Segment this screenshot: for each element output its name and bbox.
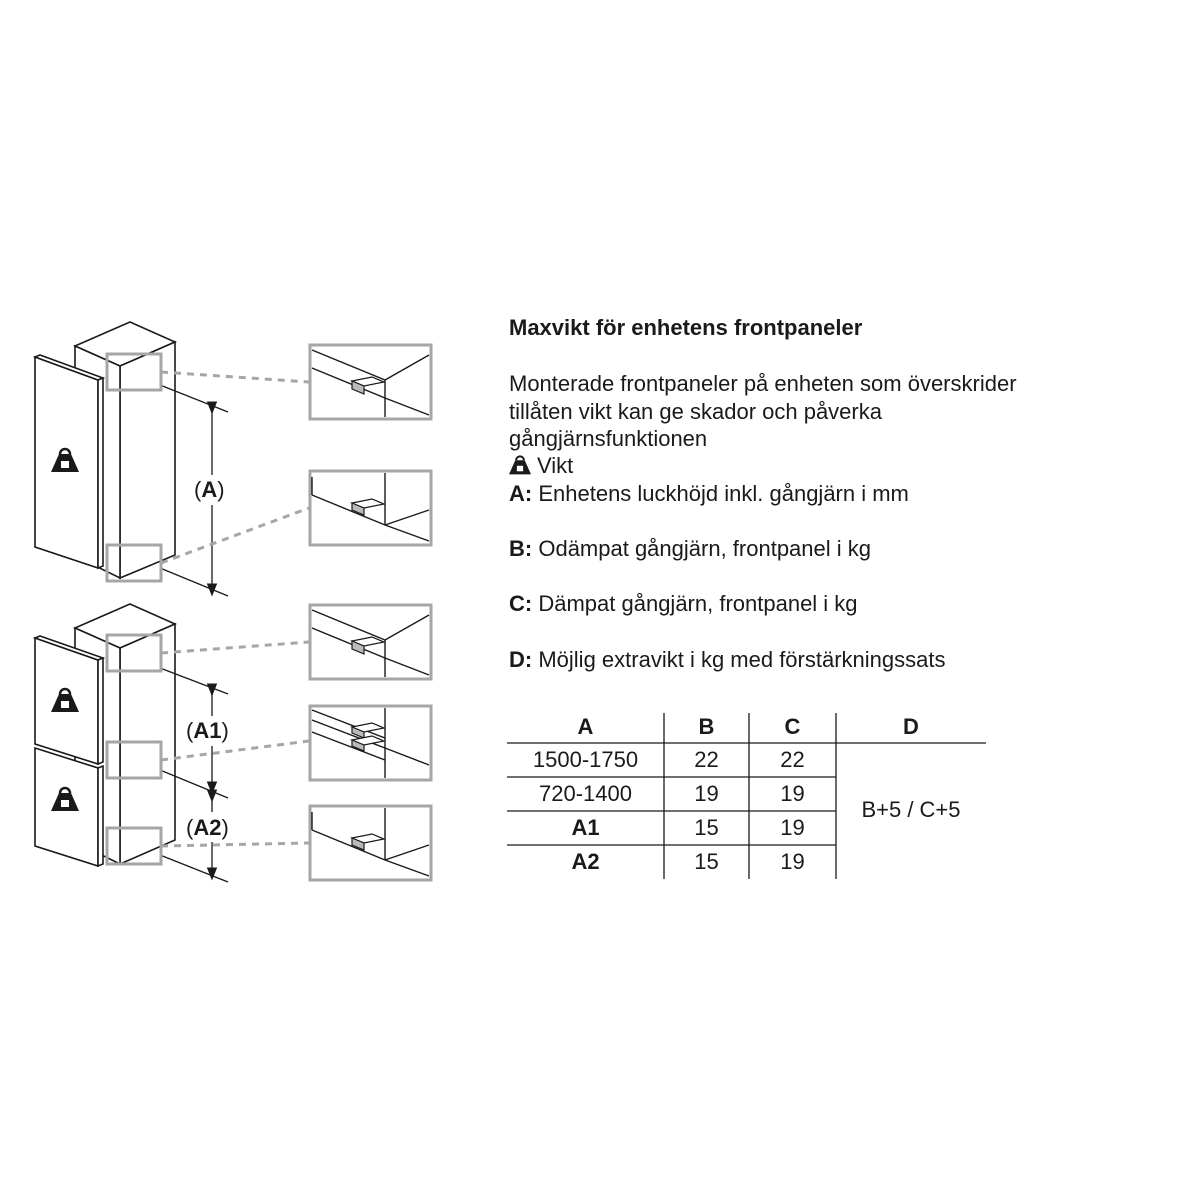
legend-key: B: (509, 536, 533, 561)
dimension-label-a: (A) (194, 477, 225, 502)
table-cell-c: 19 (780, 815, 805, 840)
table-cell-c: 22 (780, 747, 805, 772)
table-cell-a: 1500-1750 (532, 747, 639, 772)
legend-c (509, 591, 858, 617)
dimension-label-a1-text: A1 (193, 718, 222, 743)
legend-key: A: (509, 481, 533, 506)
table-cell-a: A2 (571, 849, 600, 874)
legend-key: D: (509, 647, 533, 672)
dimension-label-a2: (A2) (186, 815, 229, 840)
legend-d (509, 647, 945, 673)
detail-bottom-hinge-double (310, 806, 431, 880)
weight-icon (509, 454, 531, 476)
table-header-c: C (784, 714, 801, 739)
single-door-appliance (35, 322, 175, 578)
dimension-label-a2-text: A2 (193, 815, 222, 840)
table-header-b: B (698, 714, 715, 739)
table-cell-b: 15 (694, 849, 719, 874)
table-cell-c: 19 (780, 849, 805, 874)
table-cell-a: A1 (571, 815, 600, 840)
legend-weight-label: Vikt (537, 453, 574, 478)
intro-line: tillåten vikt kan ge skador och påverka (509, 398, 882, 424)
legend-text: Odämpat gångjärn, frontpanel i kg (538, 536, 871, 561)
detail-top-hinge-double (310, 605, 431, 679)
table-cell-a: 720-1400 (539, 781, 632, 806)
table-cell-b: 22 (694, 747, 719, 772)
dimension-label-a1: (A1) (186, 718, 229, 743)
legend-text: Enhetens luckhöjd inkl. gångjärn i mm (538, 481, 909, 506)
table-header-a: A (577, 714, 594, 739)
table-cell-d-merged: B+5 / C+5 (861, 797, 961, 822)
dimension-label-a-text: A (201, 477, 218, 502)
intro-line: Monterade frontpaneler på enheten som överskrider (509, 371, 1017, 396)
intro-text (509, 370, 1189, 453)
legend-text: Möjlig extravikt i kg med förstärkningssats (538, 647, 946, 672)
detail-middle-hinge-double (310, 706, 431, 780)
legend-a (509, 481, 909, 507)
table-header-d: D (903, 714, 919, 739)
intro-line: gångjärnsfunktionen (509, 426, 708, 451)
table-cell-c: 19 (780, 781, 805, 806)
table-cell-b: 15 (694, 815, 719, 840)
page-title: Maxvikt för enhetens frontpaneler (509, 315, 863, 340)
detail-bottom-hinge-single (310, 471, 431, 545)
dashed-connectors (161, 372, 309, 846)
legend-key: C: (509, 591, 533, 616)
detail-top-hinge-single (310, 345, 431, 419)
legend-weight (509, 453, 573, 479)
table-cell-b: 19 (694, 781, 719, 806)
legend-b (509, 536, 871, 562)
legend-text: Dämpat gångjärn, frontpanel i kg (538, 591, 858, 616)
